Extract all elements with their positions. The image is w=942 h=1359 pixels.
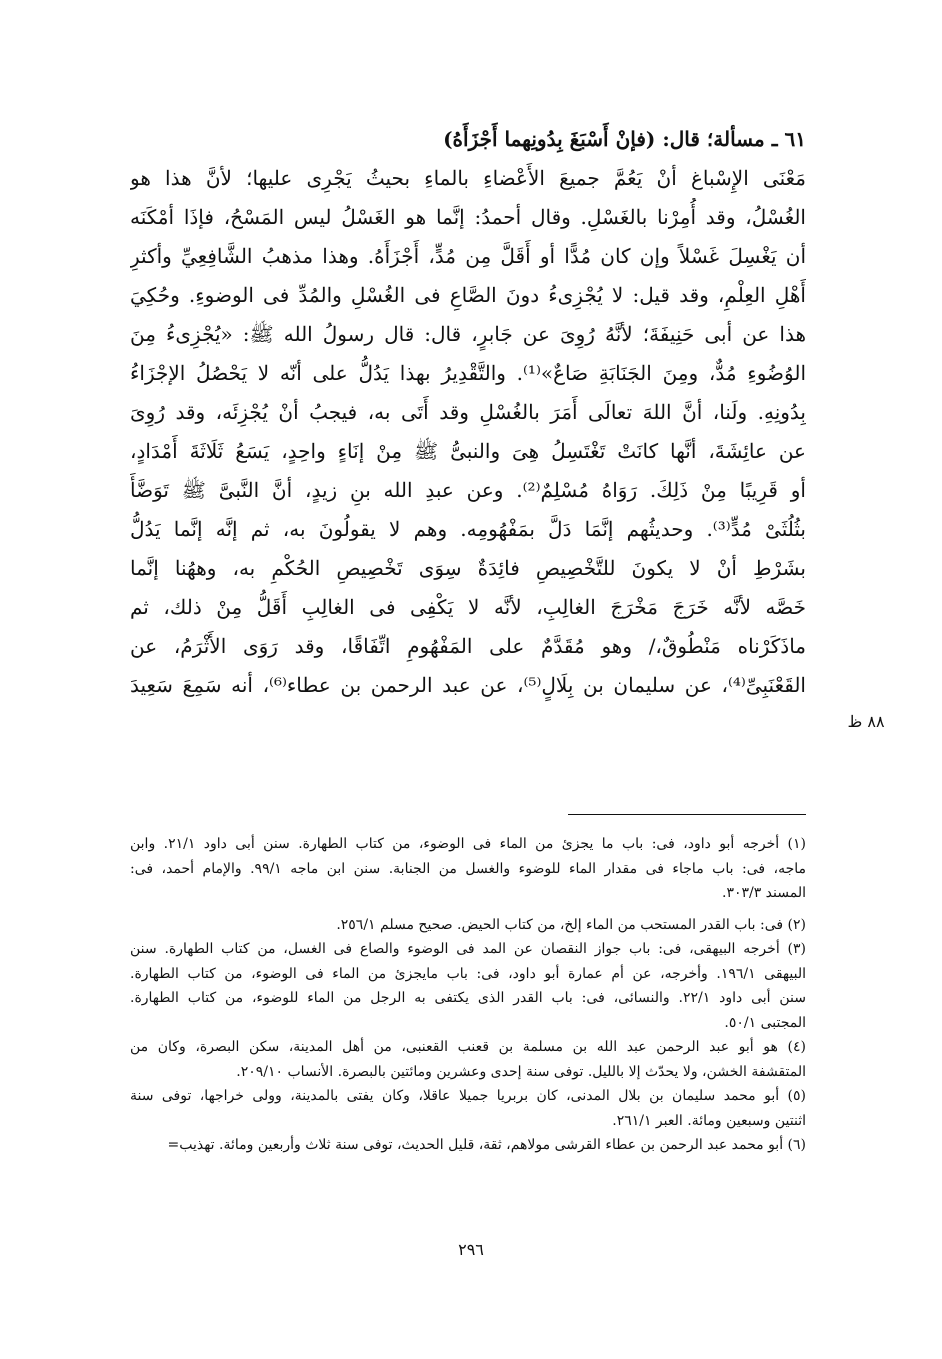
main-line: الوُضُوءِ مُدٌّ، ومِنَ الجَنَابَةِ صَاعٌ»⁽¹⁾. والتَّقْدِيرُ بهذا يَدُلُّ على أنّه لا يَحْصُلُ الإجْزَاءُ — [130, 361, 806, 385]
footnote-3 — [130, 937, 806, 1035]
footnote-line: ماجه، فى: باب ماجاء فى مقدار الماء للوضوء والغسل من الجنابة. سنن ابن ماجه ٩٩/١. والإمام أحمد، فى: — [130, 860, 806, 877]
footnote-line: المجتبى ٥٠/١. — [724, 1014, 806, 1031]
margin-folio-note: ٨٨ ظ — [847, 712, 885, 731]
main-line: الغُسْلُ، وقد أُمِرْنا بالغَسْلِ. وقال أحمدُ: إنَّما هو الغَسْلُ ليس المَسْحُ، فإذَا أمْكَنَه — [130, 205, 806, 229]
footnote-6 — [130, 1133, 806, 1158]
footnote-line: سنن أبى داود ٢٢/١. والنسائى، فى: باب القدر الذى يكتفى به الرجل من الماء للوضوء، من كتاب الطهارة. — [130, 990, 806, 1006]
footnote-line: المتقشفة الخشن، ولا يحدّث إلا بالليل. توفى سنة إحدى وعشرين ومائتين بالبصرة. الأنساب ٢٠٩/١٠. — [236, 1063, 806, 1080]
footnote-line: (٤) هو أبو عبد الرحمن عبد الله بن مسلمة بن قعنب القعنبى، من أهل المدينة، سكن البصرة، وكان من — [130, 1039, 806, 1055]
footnotes — [130, 832, 806, 1158]
footnote-line: (٦) أبو محمد عبد الرحمن بن عطاء القرشى مولاهم، ثقة، قليل الحديث، توفى سنة ثلاث وأربعين ومائة. تهذيب= — [167, 1137, 806, 1153]
main-line: القَعْنَبِىِّ⁽⁴⁾، عن سليمان بن بِلَالٍ⁽⁵⁾، عن عبد الرحمن بن عطاء⁽⁶⁾، أنه سَمِعَ سَعِيدَ — [130, 673, 806, 697]
section-label: مسألة؛ قال: — [662, 127, 765, 151]
main-line: هذا عن أبى حَنِيفَةَ؛ لأنَّهُ رُوِىَ عن جَابرٍ، قال: قال رسولُ الله ﷺ: «يُجْزِىءُ مِنَ — [130, 322, 806, 346]
footnote-1 — [130, 832, 806, 906]
main-line: أو قَرِيبًا مِنْ ذَلِكَ. رَوَاهُ مُسْلِمٌ⁽²⁾. وعن عبدِ الله بنِ زيدٍ، أنَّ النَّبىَّ ﷺ تَوَضَّأَ — [130, 478, 806, 502]
main-line: مَعْنَى الإِسْباغ أنْ يَعُمَّ جميعَ الأَعْضاءِ بالماءِ بحيثُ يَجْرِى عليها؛ لأنَّ هذا هو — [130, 166, 806, 190]
main-line: خَصَّه لأنَّه خَرَجَ مَخْرَجَ الغالِبِ، لأنَّه لا يَكْفِى فى الغالِبِ أَقَلُّ مِنْ ذلك، ثم — [130, 595, 806, 619]
section-heading — [130, 120, 806, 159]
section-number: ٦١ ـ — [771, 127, 806, 151]
footnote-line: البيهقى ١٩٦/١. وأخرجه، عن أم عمارة أبو داود، فى: باب مايجزئ من الماء فى الوضوء، من كتاب الطهارة. — [130, 965, 806, 982]
footnote-line: (١) أخرجه أبو داود، فى: باب ما يجزئ من الماء فى الوضوء، من كتاب الطهارة. سنن أبى داود ٢١/١. وابن — [130, 836, 806, 852]
page-number: ٢٩٦ — [458, 1240, 484, 1259]
footnote-line: (٣) أخرجه البيهقى، فى: باب جواز النقصان عن المد فى الوضوء والصاع فى الغسل، من كتاب الطهارة. سنن — [130, 941, 806, 957]
footnote-line: اثنتين وسبعين ومائة. العبر ٢٦١/١. — [612, 1112, 806, 1129]
footnote-line: (٢) فى: باب القدر المستحب من الماء إلخ، من كتاب الحيض. صحيح مسلم ٢٥٦/١. — [336, 916, 806, 933]
footnote-2 — [130, 913, 806, 938]
main-line: عن عائِشَةَ، أنَّها كانَتْ تَغْتَسِلُ هِىَ والنبىُّ ﷺ مِنْ إنَاءٍ واحِدٍ، يَسَعُ ثَلَاثَةَ أَمْدَادٍ، — [130, 439, 806, 463]
main-line: بشَرْطِ أنْ لا يكونَ للتَّخْصِيصِ فائِدَةٌ سِوَى تَخْصِيصِ الحُكْمِ به، وههُنا إنَّما — [130, 556, 806, 580]
main-line: أَهْلِ العِلْمِ، وقد قيل: لا يُجْزِىءُ دونَ الصَّاعِ فى الغُسْلِ والمُدِّ فى الوضوءِ. وحُكِيَ — [130, 283, 806, 307]
section-quote: (فإنْ أَسْبَغَ بِدُونِهما أَجْزَأَهُ) — [443, 127, 656, 151]
footnote-line: المسند ٣٠٣/٣. — [721, 885, 806, 901]
main-text — [130, 120, 806, 705]
main-line: بِدُونِهِ. ولَنا، أنَّ اللهَ تعالَى أَمَرَ بالغُسْلِ وقد أَتَى به، فيجبُ أنْ يُجْزِئَه، وقد رُوِىَ — [130, 400, 806, 424]
footnote-line: (٥) أبو محمد سليمان بن بلال المدنى، كان بربريا جميلا عاقلا، وكان يفتى بالمدينة، وولى خراجها، توفى سنة — [130, 1088, 806, 1104]
main-line: أن يَغْسِلَ غَسْلاً وإن كان مُدًّا أو أَقَلَّ مِن مُدٍّ، أَجْزَأَهُ. وهذا مذهبُ الشَّافِعِيِّ وأكثرِ — [130, 244, 806, 268]
main-line: ماذَكَرْناه مَنْطُوقٌ،/ وهو مُقَدَّمٌ على المَفْهُومِ اتِّفَاقًا، وقد رَوَى الأَثْرَمُ، عن — [130, 634, 806, 658]
footnote-5 — [130, 1084, 806, 1133]
footnote-separator — [568, 814, 806, 815]
main-line: بثُلُثَىْ مُدٍّ⁽³⁾. وحديثُهم إنَّمَا دَلَّ بمَفْهُومِه. وهم لا يقولُونَ به، ثم إنَّه إنَّما يَدُلُّ — [130, 517, 806, 541]
footnote-4 — [130, 1035, 806, 1084]
